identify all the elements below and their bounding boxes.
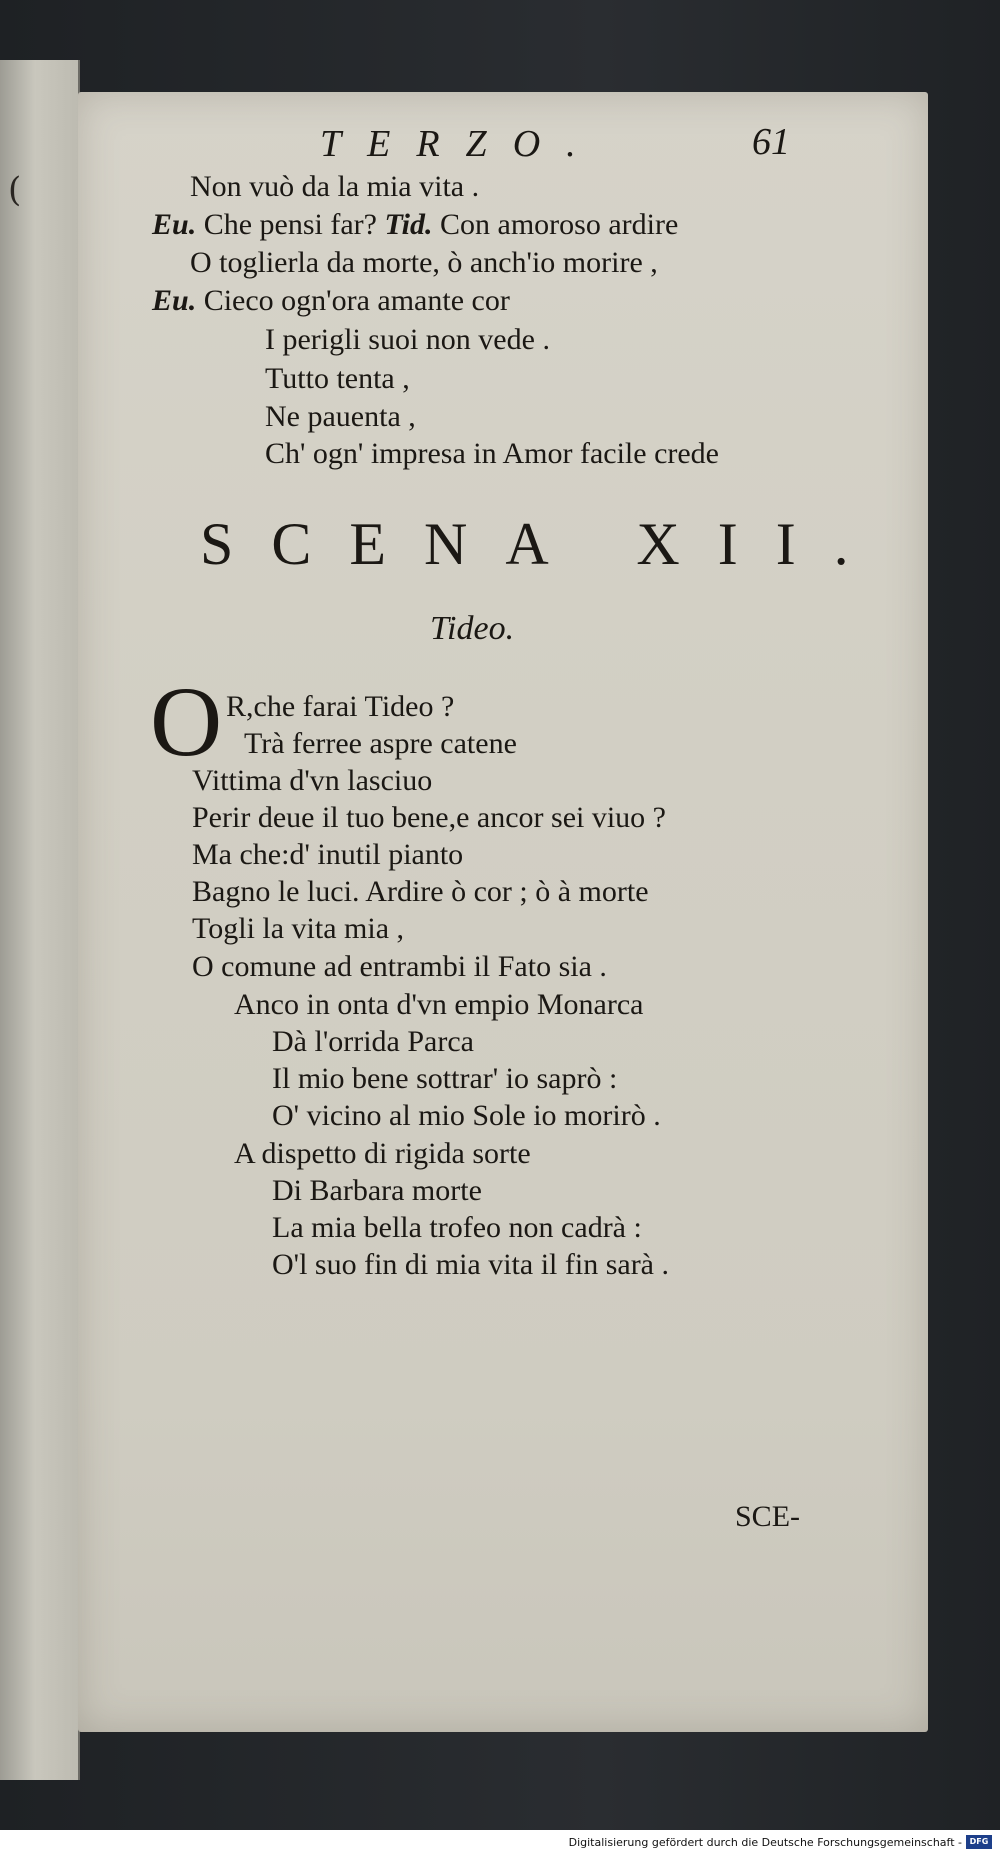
monologue-line: A dispetto di rigida sorte [234,1137,531,1170]
speaker-label: Tid. [384,208,433,241]
monologue-line: Di Barbara morte [272,1174,482,1207]
passage-line: Tutto tenta , [265,362,410,395]
monologue-line: O'l suo fin di mia vita il fin sarà . [272,1248,670,1281]
monologue-line: La mia bella trofeo non cadrà : [272,1211,642,1244]
monologue-line: Anco in onta d'vn empio Monarca [234,988,644,1021]
monologue-line: Bagno le luci. Ardire ò cor ; ò à morte [192,875,649,908]
page-number: 61 [752,121,790,163]
monologue-line: O comune ad entrambi il Fato sia . [192,950,607,983]
dfg-logo-icon: DFG [966,1835,992,1849]
monologue-line: Dà l'orrida Parca [272,1025,474,1058]
monologue-line: Togli la vita mia , [192,912,405,945]
scene-heading: SCENA XII. [200,511,887,577]
monologue-line: Trà ferree aspre catene [244,727,517,760]
passage-line: Ne pauenta , [265,400,416,433]
digitization-credit: Digitalisierung gefördert durch die Deutsche Forschungsgemeinschaft - [568,1836,962,1849]
monologue-line: Il mio bene sottrar' io saprò : [272,1062,618,1095]
monologue-line: O' vicino al mio Sole io morirò . [272,1099,661,1132]
passage-line: Ch' ogn' impresa in Amor facile crede [265,437,719,470]
passage-line: Non vuò da la mia vita . [190,170,480,203]
monologue-line: R,che farai Tideo ? [226,690,455,723]
previous-page-edge [0,60,80,1780]
passage-line: Eu. Che pensi far? Tid. Con amoroso ardire [152,208,679,241]
passage-line: Eu. Cieco ogn'ora amante cor [152,284,510,317]
passage-line: O toglierla da morte, ò anch'io morire , [190,246,658,279]
running-head: TERZO. [320,123,602,165]
monologue-line: Vittima d'vn lasciuo [192,764,433,797]
character-heading: Tideo. [430,610,515,647]
monologue-line: Perir deue il tuo bene,e ancor sei viuo ? [192,801,666,834]
speaker-label: Eu. [152,208,197,241]
catchword: SCE- [735,1500,801,1533]
speaker-label: Eu. [152,284,197,317]
drop-cap: O [150,666,223,777]
edge-mark: ( [8,170,22,210]
monologue-line: Ma che:d' inutil pianto [192,838,464,871]
passage-line: I perigli suoi non vede . [265,323,550,356]
